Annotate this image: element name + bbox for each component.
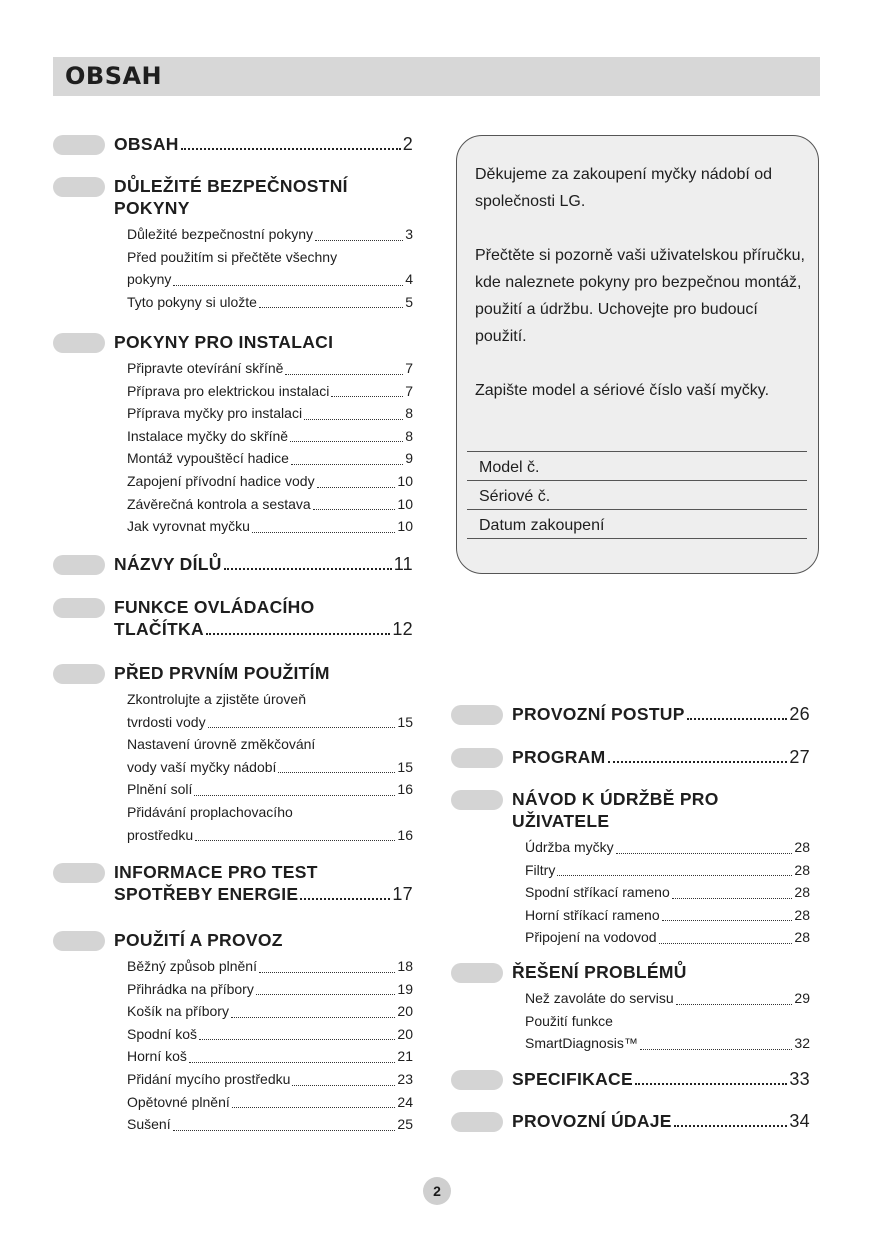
toc-entry-label: Opětovné plnění bbox=[127, 1093, 230, 1110]
section-heading-line: NÁVOD K ÚDRŽBĚ PRO bbox=[512, 789, 719, 809]
toc-entry bbox=[127, 1045, 413, 1068]
toc-entry bbox=[127, 824, 413, 847]
toc-item bbox=[127, 515, 413, 538]
toc-item-list bbox=[114, 357, 413, 538]
toc-entry-label: Připojení na vodovod bbox=[525, 929, 657, 946]
section-heading-leader bbox=[674, 1125, 788, 1127]
toc-entry-page: 10 bbox=[397, 518, 413, 535]
toc-entry-label: Důležité bezpečnostní pokyny bbox=[127, 226, 313, 242]
toc-item bbox=[525, 1010, 810, 1055]
toc-entry-leader bbox=[317, 487, 396, 488]
toc-entry-label: Horní koš bbox=[127, 1048, 187, 1065]
toc-entry-label: Spodní koš bbox=[127, 1025, 198, 1042]
toc-entry-page: 18 bbox=[397, 958, 413, 974]
toc-entry bbox=[127, 778, 413, 801]
section-marker-icon bbox=[53, 177, 105, 197]
toc-entry-leader bbox=[304, 419, 403, 420]
toc-entry bbox=[127, 756, 413, 779]
toc-entry-leader bbox=[189, 1062, 396, 1063]
header-bar bbox=[53, 57, 820, 96]
section-heading-page: 2 bbox=[402, 134, 413, 154]
section-title bbox=[512, 1068, 810, 1090]
toc-entry-leader bbox=[259, 972, 395, 973]
toc-item bbox=[127, 1023, 413, 1046]
toc-entry-leader bbox=[173, 285, 403, 286]
page-title: OBSAH bbox=[65, 62, 163, 90]
toc-item-list bbox=[114, 688, 413, 846]
toc-item-list bbox=[512, 987, 810, 1055]
section-title bbox=[512, 703, 810, 725]
toc-item bbox=[127, 402, 413, 425]
toc-entry-leader bbox=[194, 795, 395, 796]
toc-entry-page: 20 bbox=[397, 1003, 413, 1020]
toc-item bbox=[127, 1045, 413, 1068]
section-heading-leader bbox=[608, 761, 788, 763]
field-purchase-date: Datum zakoupení bbox=[467, 510, 807, 539]
toc-left-section bbox=[53, 175, 413, 313]
toc-item bbox=[127, 1000, 413, 1023]
toc-item bbox=[127, 1091, 413, 1114]
toc-entry-leader bbox=[259, 307, 403, 308]
toc-entry-page: 8 bbox=[405, 405, 413, 422]
toc-item-first-line: Použití funkce bbox=[525, 1012, 613, 1029]
section-heading-leader bbox=[687, 718, 788, 720]
section-marker-icon bbox=[53, 598, 105, 618]
toc-entry-leader bbox=[256, 994, 396, 995]
toc-item bbox=[127, 688, 413, 733]
toc-right-section bbox=[451, 1068, 810, 1090]
toc-item-first-line: Nastavení úrovně změkčování bbox=[127, 736, 316, 753]
section-marker-icon bbox=[53, 664, 105, 684]
section-heading-page: 12 bbox=[392, 619, 413, 639]
section-heading bbox=[512, 746, 810, 768]
section-title bbox=[114, 331, 413, 353]
page-number: 2 bbox=[423, 1177, 451, 1205]
toc-entry-label: Tyto pokyny si uložte bbox=[127, 293, 257, 310]
toc-entry bbox=[525, 1032, 810, 1055]
section-marker-icon bbox=[53, 863, 105, 883]
section-heading-label: NÁZVY DÍLŮ bbox=[114, 554, 222, 574]
section-heading-line: FUNKCE OVLÁDACÍHO bbox=[114, 597, 315, 617]
toc-right-section bbox=[451, 788, 810, 949]
toc-entry-label: Přidání mycího prostředku bbox=[127, 1070, 291, 1087]
toc-entry-page: 28 bbox=[794, 906, 810, 923]
toc-entry-label: Údržba myčky bbox=[525, 839, 614, 855]
toc-entry bbox=[127, 955, 413, 978]
toc-left-section bbox=[53, 553, 413, 575]
toc-item-first-line: Před použitím si přečtěte všechny bbox=[127, 248, 338, 265]
toc-entry-leader bbox=[315, 240, 403, 241]
section-heading-label: PROVOZNÍ POSTUP bbox=[512, 704, 685, 724]
toc-item bbox=[525, 859, 810, 882]
section-heading-leader bbox=[635, 1083, 787, 1085]
toc-entry-leader bbox=[616, 853, 793, 854]
toc-item-list bbox=[114, 223, 413, 313]
toc-item bbox=[127, 1113, 413, 1136]
section-heading-page: 27 bbox=[789, 747, 810, 767]
toc-entry bbox=[127, 402, 413, 425]
toc-entry-leader bbox=[252, 532, 395, 533]
toc-entry-label: Běžný způsob plnění bbox=[127, 958, 257, 974]
toc-entry bbox=[127, 357, 413, 380]
info-read-manual: Přečtěte si pozorně vaši uživatelskou příručku, kde naleznete pokyny pro bezpečnou montáž, použití a údržbu. Uchovejte pro budoucí použití. bbox=[475, 247, 805, 345]
toc-right-section bbox=[451, 961, 810, 1055]
toc-entry-page: 20 bbox=[397, 1025, 413, 1042]
toc-item bbox=[127, 493, 413, 516]
toc-item bbox=[127, 1068, 413, 1091]
toc-entry-page: 19 bbox=[397, 980, 413, 997]
toc-item bbox=[525, 987, 810, 1010]
toc-item-list bbox=[512, 836, 810, 949]
toc-entry-leader bbox=[232, 1107, 396, 1108]
section-heading bbox=[114, 883, 413, 905]
section-heading bbox=[114, 553, 413, 575]
section-heading-page: 17 bbox=[392, 884, 413, 904]
toc-entry-label: Sušení bbox=[127, 1116, 171, 1133]
section-title bbox=[512, 1110, 810, 1132]
toc-entry-leader bbox=[285, 374, 403, 375]
toc-left-section bbox=[53, 133, 413, 155]
toc-item bbox=[525, 836, 810, 859]
toc-entry-leader bbox=[208, 727, 396, 728]
toc-item bbox=[525, 881, 810, 904]
section-title bbox=[512, 788, 810, 832]
toc-item-first-line: Zkontrolujte a zjistěte úroveň bbox=[127, 691, 306, 707]
toc-item-list bbox=[114, 955, 413, 1136]
toc-entry-leader bbox=[640, 1049, 793, 1050]
toc-entry bbox=[127, 470, 413, 493]
toc-item bbox=[525, 904, 810, 927]
info-text bbox=[475, 161, 805, 431]
toc-item bbox=[127, 357, 413, 380]
section-heading-line: DŮLEŽITÉ BEZPEČNOSTNÍ bbox=[114, 176, 348, 196]
toc-entry-page: 5 bbox=[405, 293, 413, 310]
toc-item bbox=[127, 778, 413, 801]
toc-item bbox=[525, 926, 810, 949]
toc-entry-leader bbox=[231, 1017, 395, 1018]
section-heading-label: PROVOZNÍ ÚDAJE bbox=[512, 1111, 672, 1131]
toc-entry-label: Instalace myčky do skříně bbox=[127, 427, 289, 444]
toc-entry bbox=[127, 515, 413, 538]
toc-entry-page: 10 bbox=[397, 495, 413, 512]
section-marker-icon bbox=[451, 963, 503, 983]
toc-entry-label: Než zavoláte do servisu bbox=[525, 990, 674, 1006]
toc-entry-page: 28 bbox=[794, 929, 810, 946]
section-heading-page: 34 bbox=[789, 1111, 810, 1131]
toc-entry-page: 28 bbox=[794, 884, 810, 901]
toc-entry-leader bbox=[557, 875, 792, 876]
toc-entry bbox=[127, 268, 413, 291]
section-marker-icon bbox=[451, 705, 503, 725]
toc-entry-leader bbox=[291, 464, 403, 465]
toc-item bbox=[127, 380, 413, 403]
toc-right-section bbox=[451, 1110, 810, 1132]
section-title bbox=[512, 746, 810, 768]
toc-entry-label: Spodní stříkací rameno bbox=[525, 884, 670, 901]
toc-entry bbox=[127, 978, 413, 1001]
toc-entry-leader bbox=[331, 396, 403, 397]
info-box bbox=[456, 135, 819, 574]
section-marker-icon bbox=[53, 135, 105, 155]
toc-entry bbox=[127, 1091, 413, 1114]
toc-entry-label: Plnění solí bbox=[127, 781, 193, 798]
toc-item bbox=[127, 955, 413, 978]
toc-entry-leader bbox=[290, 441, 403, 442]
toc-entry-label: Jak vyrovnat myčku bbox=[127, 518, 250, 535]
section-heading-line: ŘEŠENÍ PROBLÉMŮ bbox=[512, 962, 687, 982]
toc-item bbox=[127, 425, 413, 448]
section-heading bbox=[512, 1068, 810, 1090]
section-title bbox=[114, 596, 413, 640]
toc-entry-page: 28 bbox=[794, 839, 810, 855]
section-heading-line: PŘED PRVNÍM POUŽITÍM bbox=[114, 663, 330, 683]
section-heading-line: INFORMACE PRO TEST bbox=[114, 862, 318, 882]
toc-entry-label: SmartDiagnosis™ bbox=[525, 1035, 638, 1052]
toc-entry bbox=[127, 425, 413, 448]
toc-entry-leader bbox=[662, 920, 793, 921]
toc-entry bbox=[127, 1113, 413, 1136]
toc-entry-leader bbox=[195, 840, 395, 841]
toc-item bbox=[127, 801, 413, 846]
toc-item bbox=[127, 447, 413, 470]
section-title bbox=[512, 961, 810, 983]
toc-item bbox=[127, 470, 413, 493]
toc-entry-page: 24 bbox=[397, 1093, 413, 1110]
toc-entry-page: 32 bbox=[794, 1035, 810, 1052]
section-heading-line: POKYNY bbox=[114, 198, 190, 218]
toc-entry bbox=[127, 380, 413, 403]
toc-entry bbox=[127, 1068, 413, 1091]
toc-entry bbox=[525, 904, 810, 927]
toc-entry-label: Příprava pro elektrickou instalaci bbox=[127, 382, 330, 399]
section-heading-leader bbox=[181, 148, 401, 150]
toc-entry-leader bbox=[676, 1004, 793, 1005]
section-heading-label: PROGRAM bbox=[512, 747, 606, 767]
section-heading-leader bbox=[300, 898, 390, 900]
toc-entry-label: Košík na příbory bbox=[127, 1003, 229, 1020]
section-heading-page: 11 bbox=[393, 554, 413, 574]
section-heading-label: SPOTŘEBY ENERGIE bbox=[114, 884, 299, 904]
toc-entry-page: 15 bbox=[397, 758, 413, 775]
toc-entry bbox=[525, 987, 810, 1010]
section-heading bbox=[512, 703, 810, 725]
toc-entry-page: 21 bbox=[397, 1048, 413, 1065]
section-heading bbox=[114, 618, 413, 640]
toc-entry-page: 8 bbox=[405, 427, 413, 444]
section-heading-line: POUŽITÍ A PROVOZ bbox=[114, 930, 283, 950]
toc-entry-label: Horní stříkací rameno bbox=[525, 906, 660, 923]
toc-entry-page: 7 bbox=[405, 360, 413, 376]
section-title bbox=[114, 553, 413, 575]
toc-entry-label: tvrdosti vody bbox=[127, 713, 206, 730]
toc-entry bbox=[127, 223, 413, 246]
toc-entry-leader bbox=[173, 1130, 396, 1131]
toc-entry-page: 16 bbox=[397, 826, 413, 843]
toc-entry-leader bbox=[292, 1085, 395, 1086]
toc-entry bbox=[127, 493, 413, 516]
toc-entry-page: 10 bbox=[397, 472, 413, 489]
toc-left-section bbox=[53, 929, 413, 1136]
toc-entry-leader bbox=[313, 509, 396, 510]
toc-left-section bbox=[53, 861, 413, 905]
section-title bbox=[114, 175, 413, 219]
section-title bbox=[114, 662, 413, 684]
section-marker-icon bbox=[53, 931, 105, 951]
section-heading-label: OBSAH bbox=[114, 134, 179, 154]
section-title bbox=[114, 929, 413, 951]
section-title bbox=[114, 133, 413, 155]
toc-entry-label: vody vaší myčky nádobí bbox=[127, 758, 277, 775]
toc-entry-label: Přihrádka na příbory bbox=[127, 980, 254, 997]
toc-entry bbox=[127, 447, 413, 470]
section-heading-leader bbox=[224, 568, 392, 570]
section-heading-label: SPECIFIKACE bbox=[512, 1069, 633, 1089]
toc-entry-page: 4 bbox=[405, 271, 413, 288]
section-marker-icon bbox=[451, 790, 503, 810]
toc-entry-label: Příprava myčky pro instalaci bbox=[127, 405, 303, 422]
toc-item bbox=[127, 978, 413, 1001]
toc-entry-page: 25 bbox=[397, 1116, 413, 1133]
section-title bbox=[114, 861, 413, 905]
toc-left-section bbox=[53, 662, 413, 846]
toc-entry bbox=[127, 1000, 413, 1023]
toc-entry-leader bbox=[659, 943, 793, 944]
section-heading-label: TLAČÍTKA bbox=[114, 619, 204, 639]
toc-entry-label: Zapojení přívodní hadice vody bbox=[127, 472, 315, 489]
toc-entry-page: 3 bbox=[405, 226, 413, 242]
toc-entry bbox=[127, 711, 413, 734]
toc-item bbox=[127, 291, 413, 314]
toc-entry bbox=[525, 926, 810, 949]
toc-entry-page: 23 bbox=[397, 1070, 413, 1087]
section-heading-leader bbox=[206, 633, 390, 635]
toc-entry-page: 28 bbox=[794, 861, 810, 878]
toc-entry-leader bbox=[672, 898, 793, 899]
toc-entry-page: 9 bbox=[405, 450, 413, 467]
section-marker-icon bbox=[451, 1070, 503, 1090]
toc-entry-page: 16 bbox=[397, 781, 413, 798]
section-marker-icon bbox=[451, 1112, 503, 1132]
field-model: Model č. bbox=[467, 452, 807, 481]
toc-entry-page: 29 bbox=[794, 990, 810, 1006]
toc-entry bbox=[525, 836, 810, 859]
toc-item bbox=[127, 733, 413, 778]
section-heading-page: 33 bbox=[789, 1069, 810, 1089]
section-heading bbox=[512, 1110, 810, 1132]
section-heading-line: UŽIVATELE bbox=[512, 811, 610, 831]
toc-entry-page: 15 bbox=[397, 713, 413, 730]
toc-entry-leader bbox=[199, 1039, 395, 1040]
section-heading bbox=[114, 133, 413, 155]
info-fields bbox=[467, 451, 807, 539]
toc-entry-label: Montáž vypouštěcí hadice bbox=[127, 450, 289, 467]
section-marker-icon bbox=[53, 333, 105, 353]
toc-item-first-line: Přidávání proplachovacího bbox=[127, 803, 293, 820]
section-heading-page: 26 bbox=[789, 704, 810, 724]
toc-left-section bbox=[53, 596, 413, 640]
toc-entry bbox=[127, 291, 413, 314]
toc-entry-label: Filtry bbox=[525, 861, 556, 878]
section-heading-line: POKYNY PRO INSTALACI bbox=[114, 332, 334, 352]
toc-entry-label: prostředku bbox=[127, 826, 194, 843]
toc-left-section bbox=[53, 331, 413, 538]
toc-right-section bbox=[451, 746, 810, 768]
info-write-serial: Zapište model a sériové číslo vaší myčky. bbox=[475, 382, 770, 399]
toc-entry bbox=[525, 881, 810, 904]
toc-entry-leader bbox=[278, 772, 395, 773]
toc-entry bbox=[525, 859, 810, 882]
toc-entry bbox=[127, 1023, 413, 1046]
toc-entry-label: pokyny bbox=[127, 271, 172, 288]
toc-entry-label: Závěrečná kontrola a sestava bbox=[127, 495, 311, 512]
field-serial: Sériové č. bbox=[467, 481, 807, 510]
toc-entry-label: Připravte otevírání skříně bbox=[127, 360, 284, 376]
section-marker-icon bbox=[53, 555, 105, 575]
info-thanks: Děkujeme za zakoupení myčky nádobí od společnosti LG. bbox=[475, 166, 773, 210]
toc-item bbox=[127, 223, 413, 246]
section-marker-icon bbox=[451, 748, 503, 768]
toc-entry-page: 7 bbox=[405, 382, 413, 399]
toc-item bbox=[127, 246, 413, 291]
toc-right-section bbox=[451, 703, 810, 725]
